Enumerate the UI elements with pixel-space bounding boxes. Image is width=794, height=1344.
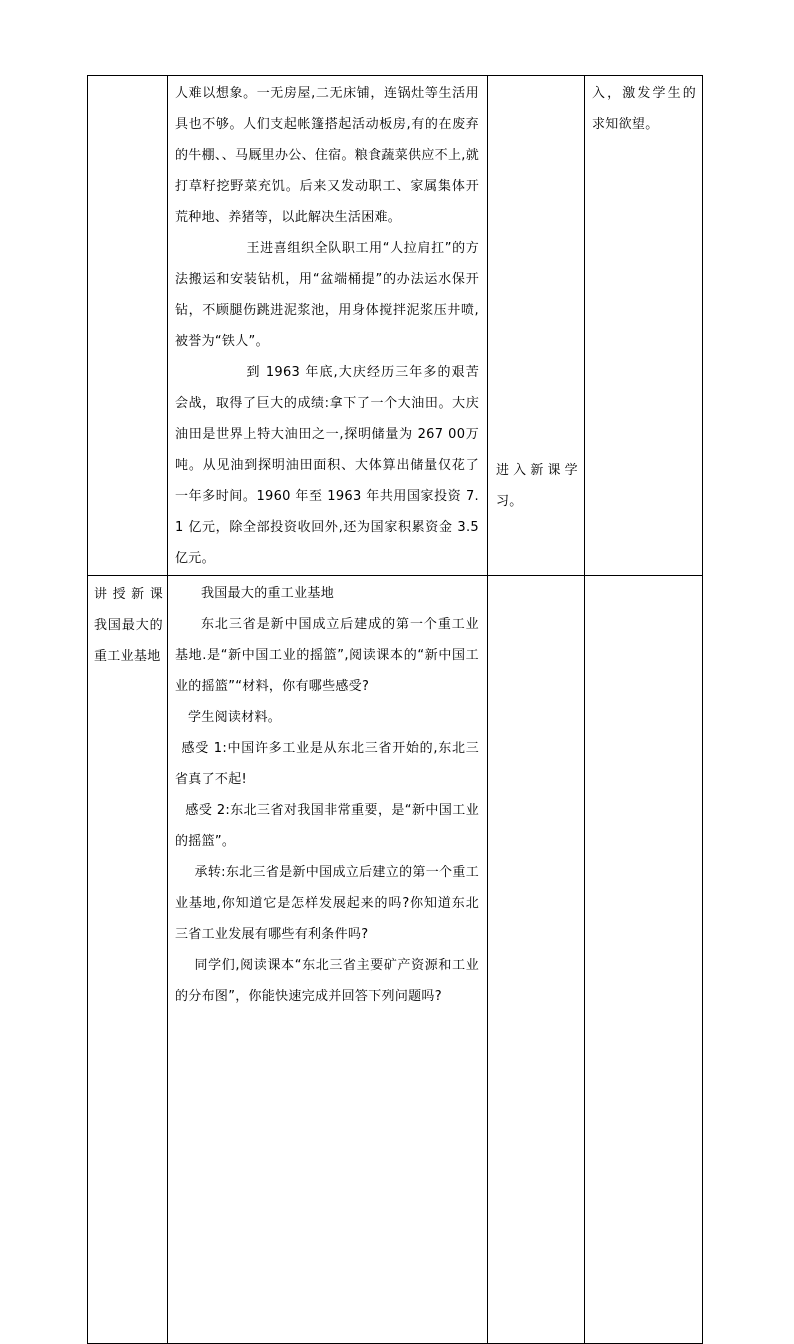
content-paragraph: 东北三省是新中国成立后建成的第一个重工业基地.是“新中国工业的摇篮”,阅读课本的“新中国工业的摇篮”“材料，你有哪些感受? — [175, 617, 479, 694]
section-cell — [88, 76, 168, 576]
design-intent-text: 入，激发学生的求知欲望。 — [592, 86, 696, 132]
table-row — [88, 576, 703, 1344]
content-paragraph: 承转:东北三省是新中国成立后建立的第一个重工业基地,你知道它是怎样发展起来的吗?你知道东北三省工业发展有哪些有利条件吗? — [175, 865, 479, 942]
content-paragraph: 感受 1:中国许多工业是从东北三省开始的,东北三省真了不起! — [175, 741, 479, 787]
content-paragraph: 同学们,阅读课本“东北三省主要矿产资源和工业的分布图”，你能快速完成并回答下列问题吗? — [175, 958, 479, 1004]
lesson-plan-table — [87, 75, 703, 1344]
content-paragraph: 人难以想象。一无房屋,二无床铺，连锅灶等生活用具也不够。人们支起帐篷搭起活动板房,有的在废弃的牛棚、、马厩里办公、住宿。粮食蔬菜供应不上,就打草籽挖野菜充饥。后来又发动职工、家属集体开荒种地、养猪等，以此解决生活困难。 — [175, 86, 479, 225]
content-paragraphs — [168, 576, 487, 1012]
student-activity-cell — [488, 76, 585, 576]
student-activity-cell — [488, 576, 585, 1344]
content-paragraph: 我国最大的重工业基地 — [201, 586, 335, 601]
design-intent-cell — [585, 76, 703, 576]
design-intent-cell — [585, 576, 703, 1344]
content-paragraph: 到 1963 年底,大庆经历三年多的艰苦会战，取得了巨大的成绩:拿下了一个大油田。大庆油田是世界上特大油田之一,探明储量为 267 00万吨。从见油到探明油田面积、大体算出储量仅花了一年多时间。1960 年至 1963 年共用国家投资 7.1 亿元，除全部投资收回外,还为国家积累资金 3.5 亿元。 — [175, 365, 479, 566]
content-paragraph: 学生阅读材料。 — [188, 710, 282, 725]
content-paragraphs — [168, 76, 487, 574]
section-cell — [88, 576, 168, 1344]
table-row — [88, 76, 703, 576]
teaching-content-cell — [168, 76, 488, 576]
content-paragraph: 王进喜组织全队职工用“人拉肩扛”的方法搬运和安装钻机，用“盆端桶提”的办法运水保开钻，不顾腿伤跳进泥浆池，用身体搅拌泥浆压井喷,被誉为“铁人”。 — [175, 241, 479, 349]
student-activity-text: 进入新课学习。 — [496, 463, 578, 509]
teaching-content-cell — [168, 576, 488, 1344]
section-title: 讲授新课 我国最大的重工业基地 — [94, 587, 163, 664]
content-paragraph: 感受 2:东北三省对我国非常重要，是“新中国工业的摇篮”。 — [175, 803, 479, 849]
